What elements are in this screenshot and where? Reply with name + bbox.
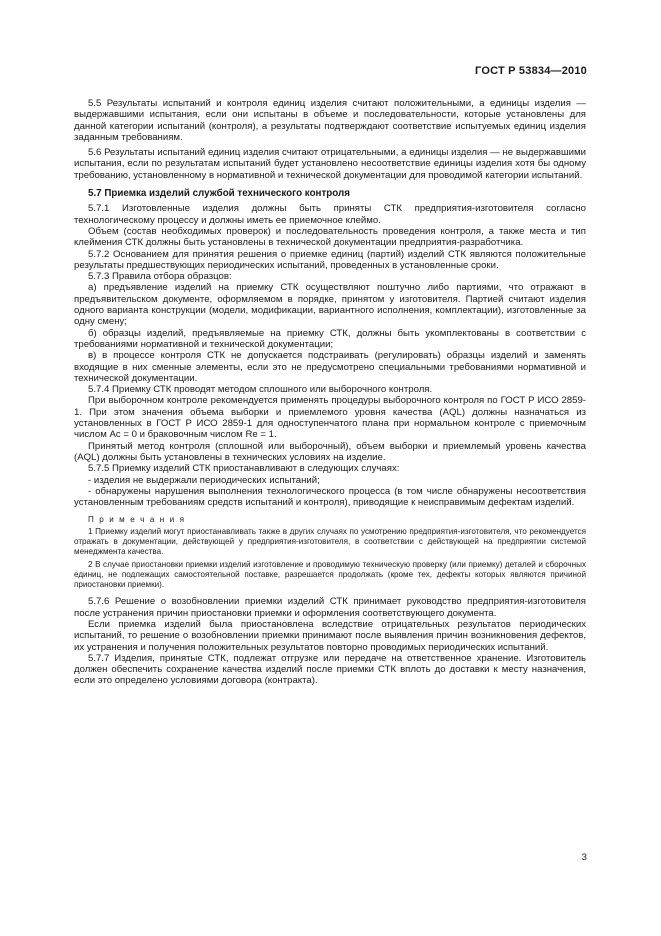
paragraph-5-7-5: 5.7.5 Приемку изделий СТК приостанавливают в следующих случаях:: [88, 463, 400, 475]
document-id-header: ГОСТ Р 53834—2010: [475, 65, 587, 77]
paragraph-5-7-1: 5.7.1 Изготовленные изделия должны быть приняты СТК предприятия-изготовителя согласно технологическому процессу и должны иметь ее приемочное клеймо.: [74, 203, 586, 226]
note-2: 2 В случае приостановки приемки изделий изготовление и проводимую техническую проверку (или приемку) деталей и сборочных единиц, не подлежащих самостоятельной поставке, разрешается продолжать (кроме тех, дефекты которых являются причиной приостановки приемки).: [74, 560, 586, 590]
paragraph-5-7-4: 5.7.4 Приемку СТК проводят методом сплошного или выборочного контроля.: [88, 384, 433, 396]
note-1: 1 Приемку изделий могут приостанавливать также в других случаях по усмотрению предприятия-изготовителя, что рекомендуется отражать в документации, действующей у предприятия-изготовителя, в соответствии с действующей на предприятии системой менеджмента качества.: [74, 527, 586, 557]
list-item-5-7-3-c: в) в процессе контроля СТК не допускается подстраивать (регулировать) образцы изделий и заменять входящие в них сменные элементы, если это не предусмотрено специальными требованиями нормативной и технической документации.: [74, 350, 586, 384]
paragraph-5-7-6: 5.7.6 Решение о возобновлении приемки изделий СТК принимает руководство предприятия-изготовителя после устранения причин приостановки приемки и оформления соответствующего документа.: [74, 596, 586, 619]
notes-title: П р и м е ч а н и я: [88, 515, 186, 525]
list-item-5-7-5-a: - изделия не выдержали периодических испытаний;: [88, 474, 320, 486]
paragraph-5-7-2: 5.7.2 Основанием для принятия решения о приемке единиц (партий) изделий СТК являются положительные результаты предшествующих периодических испытаний, проведенных в установленные сроки.: [74, 248, 586, 271]
page-number: 3: [581, 852, 587, 863]
paragraph-5-7-7: 5.7.7 Изделия, принятые СТК, подлежат отгрузке или передаче на ответственное хранение. Изготовитель должен обеспечить сохранение качества изделий после приемки СТК вплоть до доставки к месту назначения, если это определено условиями договора (контракта).: [74, 652, 586, 687]
notes-block: [74, 515, 586, 590]
paragraph-5-7-4b: При выборочном контроле рекомендуется применять процедуры выборочного контроля по ГОСТ Р ИСО 2859-1. При этом значения объема выборки и приемлемого уровня качества (AQL) должны назначаться из установленных в ГОСТ Р ИСО 2859-1 для одноступенчатого плана при нормальном контроле с приемочным числом Ac = 0 и браковочным числом Re = 1.: [74, 395, 586, 441]
list-item-5-7-5-b: - обнаружены нарушения выполнения технологического процесса (в том числе обнаружены несоответствия установленным требованиям средств испытаний и контроля), приводящие к неисправимым дефектам изделий.: [74, 485, 586, 509]
paragraph-5-7-6b: Если приемка изделий была приостановлена вследствие отрицательных результатов периодических испытаний, то решение о возобновлении приемки принимают после выявления причин возникновения дефектов, их устранения и получения положительных результатов повторно проводимых периодических испытаний.: [74, 618, 586, 653]
paragraph-5-7-4c: Принятый метод контроля (сплошной или выборочный), объем выборки и приемлемый уровень качества (AQL) должны быть установлены в технических условиях на изделие.: [74, 440, 586, 463]
paragraph-5-6: 5.6 Результаты испытаний единиц изделия считают отрицательными, а единицы изделия — не выдержавшими испытания, если по результатам испытаний будет установлено несоответствие единицы изделия хотя бы одному требованию, установленному в нормативной и технической документации для проводимой категории испытаний.: [74, 147, 586, 181]
paragraph-5-7-3: 5.7.3 Правила отбора образцов:: [88, 271, 232, 283]
paragraph-5-5: 5.5 Результаты испытаний и контроля единиц изделия считают положительными, а единицы изделия — выдержавшими испытания, если они испытаны в объеме и последовательности, которые установлены для данной категории испытаний (контроля), а результаты подтверждают соответствие испытуемых единиц изделия заданным требованиям.: [74, 98, 586, 143]
section-heading-5-7: 5.7 Приемка изделий службой технического контроля: [88, 188, 350, 200]
document-body: [74, 98, 586, 687]
paragraph-5-7-1b: Объем (состав необходимых проверок) и последовательность проведения контроля, а также места и тип клеймения СТК должны быть установлены в технической документации предприятия-разработчика.: [74, 225, 586, 249]
list-item-5-7-3-a: а) предъявление изделий на приемку СТК осуществляют поштучно либо партиями, что отражают в предъявительском документе, оформляемом в порядке, принятом у изготовителя. Партией считают изделия одного варианта конструкции (модели, модификации, вариантного исполнения, комплектации), изготовленные за одну смену;: [74, 282, 586, 328]
list-item-5-7-3-b: б) образцы изделий, предъявляемые на приемку СТК, должны быть укомплектованы в соответствии с требованиями нормативной и технической документации;: [74, 327, 586, 350]
